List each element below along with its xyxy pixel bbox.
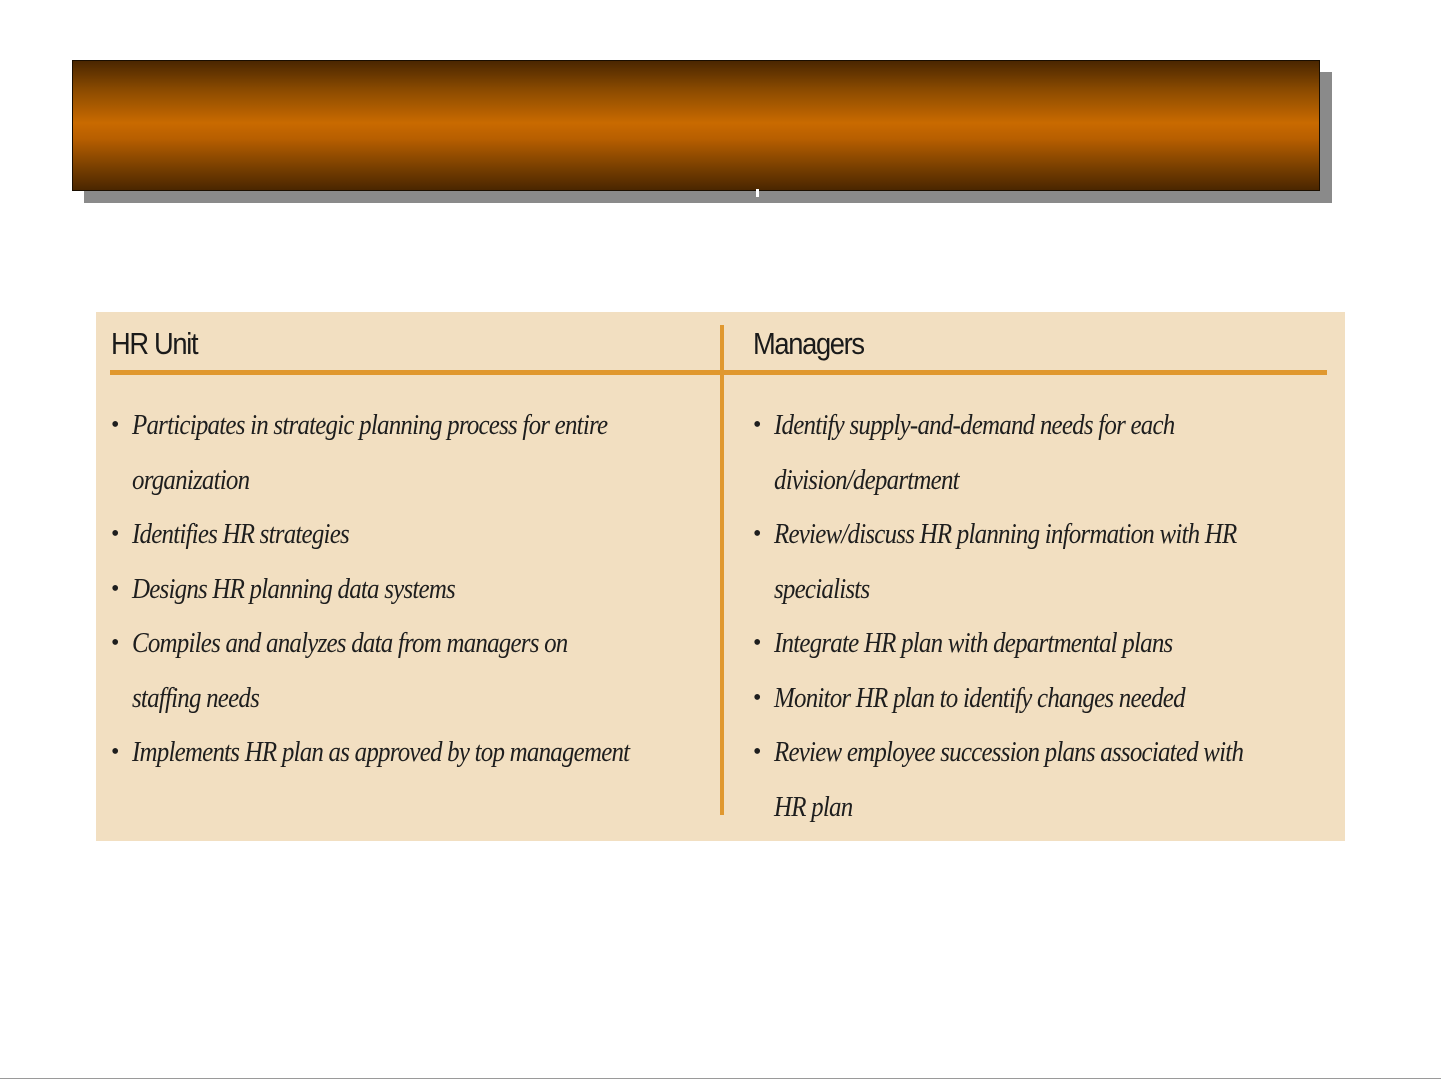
item-text: specialists xyxy=(774,572,870,605)
list-item xyxy=(753,616,1313,671)
title-banner xyxy=(72,60,1320,191)
item-text: Identifies HR strategies xyxy=(132,518,349,550)
column-header-hr-unit: HR Unit xyxy=(111,326,198,361)
hr-unit-list xyxy=(111,398,671,780)
list-item xyxy=(111,398,671,507)
bullet-icon: • xyxy=(111,412,119,438)
list-item xyxy=(111,562,671,617)
item-text: Review employee succession plans associated with xyxy=(774,736,1244,768)
bullet-icon: • xyxy=(111,575,119,602)
bullet-icon: • xyxy=(111,521,119,547)
list-item xyxy=(753,398,1313,507)
item-text: Compiles and analyzes data from managers on xyxy=(132,627,568,659)
column-hr-unit xyxy=(96,312,720,841)
responsibilities-table xyxy=(96,312,1345,841)
list-item xyxy=(111,616,671,725)
list-item xyxy=(753,507,1313,616)
bullet-icon: • xyxy=(753,684,761,711)
bottom-edge xyxy=(0,1078,1441,1079)
column-managers xyxy=(722,312,1345,841)
bullet-icon: • xyxy=(753,630,761,656)
list-item xyxy=(111,725,671,780)
managers-list xyxy=(753,398,1313,834)
item-text: Designs HR planning data systems xyxy=(132,572,455,605)
item-text: division/department xyxy=(774,463,959,496)
list-item xyxy=(753,671,1313,726)
bullet-icon: • xyxy=(753,521,761,547)
item-text: staffing needs xyxy=(132,681,260,714)
item-text: Review/discuss HR planning information with HR xyxy=(774,518,1237,550)
list-item xyxy=(753,725,1313,834)
list-item xyxy=(111,507,671,562)
column-header-managers: Managers xyxy=(753,326,864,361)
bullet-icon: • xyxy=(753,412,761,438)
banner-mark xyxy=(756,189,759,197)
item-text: HR plan xyxy=(774,790,853,823)
item-text: Implements HR plan as approved by top management xyxy=(132,736,630,768)
item-text: organization xyxy=(132,463,250,496)
item-text: Integrate HR plan with departmental plans xyxy=(774,627,1173,659)
bullet-icon: • xyxy=(111,630,119,656)
bullet-icon: • xyxy=(111,739,119,765)
item-text: Monitor HR plan to identify changes needed xyxy=(774,681,1185,714)
item-text: Participates in strategic planning process for entire xyxy=(132,409,608,441)
bullet-icon: • xyxy=(753,739,761,765)
item-text: Identify supply-and-demand needs for each xyxy=(774,409,1175,441)
